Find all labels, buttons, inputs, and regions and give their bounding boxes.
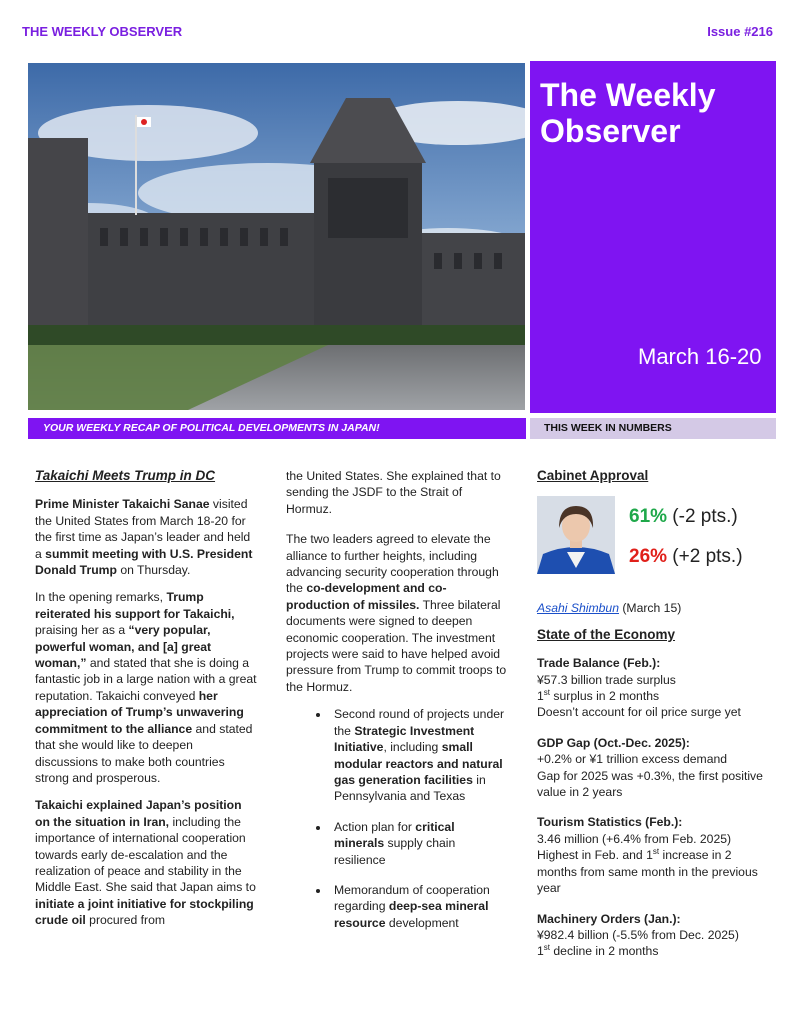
masthead-label: THE WEEKLY OBSERVER (22, 24, 183, 39)
economy-stat-line: 1st surplus in 2 months (537, 687, 660, 704)
agreement-list (286, 706, 508, 931)
disapproval-rating (629, 546, 743, 568)
source-date: (March 15) (618, 601, 682, 616)
economy-stat-line: 3.46 million (+6.4% from Feb. 2025) (537, 831, 732, 846)
issue-date: March 16-20 (638, 344, 762, 369)
economy-stat-line: +0.2% or ¥1 trillion excess demand (537, 752, 728, 767)
tagline-text: YOUR WEEKLY RECAP OF POLITICAL DEVELOPMENTS IN JAPAN! (43, 422, 380, 434)
source-link[interactable]: Asahi Shimbun (537, 601, 619, 616)
economy-stat-line: Gap for 2025 was +0.3%, the first positive value in 2 years (537, 768, 763, 800)
disapproval-change: (+2 pts.) (667, 546, 743, 568)
economy-stat-line: ¥57.3 billion trade surplus (537, 672, 676, 687)
article-column-2 (286, 468, 508, 945)
economy-list (537, 655, 769, 960)
building-photo-illustration (28, 63, 525, 410)
newsletter-title: The Weekly Observer (540, 77, 716, 149)
article-paragraph: The two leaders agreed to elevate the alliance to further heights, including advancing security cooperation through the co-development and co-production of missiles. Three bilateral documents were signed to deepen economic cooperation. The investment projects were said to have helped avoid pressure from Trump to commit troops to the Hormuz. (286, 532, 507, 694)
article-column-1 (35, 468, 259, 940)
economy-stat-line: 1st decline in 2 months (537, 943, 659, 959)
economy-stat-heading: Tourism Statistics (Feb.): (537, 815, 683, 830)
economy-stat (537, 735, 769, 801)
economy-stat-line: Highest in Feb. and 1st increase in 2 months from same month in the previous year (537, 847, 758, 896)
economy-stat-heading: GDP Gap (Oct.-Dec. 2025): (537, 735, 690, 750)
economy-stat-heading: Trade Balance (Feb.): (537, 656, 661, 671)
cabinet-approval-title: Cabinet Approval (537, 468, 649, 483)
economy-stat (537, 911, 769, 960)
disapproval-value: 26% (629, 546, 668, 568)
article-paragraph: In the opening remarks, Trump reiterated his support for Takaichi, praising her as a “very popular, powerful woman, and [a] great woman,” and stated that she is doing a fantastic job in a large nation with a great reputation. Takaichi conveyed her appreciation of Trump’s unwavering commitment to the alliance and stated that she would like to deepen discussions to make both countries strong and prosperous. (35, 590, 257, 785)
cabinet-approval-block (537, 496, 769, 590)
hero-photo (28, 63, 525, 410)
poll-source (537, 600, 769, 616)
article-title: Takaichi Meets Trump in DC (35, 468, 216, 483)
numbers-section-header (530, 418, 776, 439)
issue-number: Issue #216 (707, 24, 773, 39)
economy-stat (537, 655, 769, 721)
portrait-photo (537, 496, 615, 574)
article-paragraph: the United States. She explained that to sending the JSDF to the Strait of Hormuz. (286, 469, 501, 516)
economy-title: State of the Economy (537, 626, 676, 642)
approval-value: 61% (629, 506, 668, 528)
approval-rating (629, 506, 738, 528)
tagline-banner (28, 418, 526, 439)
economy-stat-heading: Machinery Orders (Jan.): (537, 911, 681, 926)
list-item: • Second round of projects under the Strategic Investment Initiative, including small modular reactors and natural gas generation facilities in Pennsylvania and Texas (330, 706, 508, 804)
economy-stat-line: Doesn’t account for oil price surge yet (537, 705, 741, 720)
article-paragraph: Takaichi explained Japan’s position on the situation in Iran, including the importance of international cooperation towards early de-escalation and the realization of peace and stability in the Middle East. She said that Japan aims to initiate a joint initiative for stockpiling crude oil procured from (35, 798, 256, 928)
economy-stat (537, 814, 769, 896)
title-panel (530, 61, 776, 413)
economy-stat-line: ¥982.4 billion (-5.5% from Dec. 2025) (537, 927, 739, 942)
numbers-column (537, 468, 769, 974)
numbers-section-label: THIS WEEK IN NUMBERS (544, 422, 672, 434)
article-paragraph: Prime Minister Takaichi Sanae visited the United States from March 18-20 for the first time as Japan’s leader and held a summit meeting with U.S. President Donald Trump on Thursday. (35, 497, 253, 578)
approval-change: (-2 pts.) (667, 506, 738, 528)
list-item: • Action plan for critical minerals supply chain resilience (330, 819, 508, 868)
list-item: • Memorandum of cooperation regarding deep-sea mineral resource development (330, 882, 508, 931)
portrait-illustration (537, 496, 615, 574)
